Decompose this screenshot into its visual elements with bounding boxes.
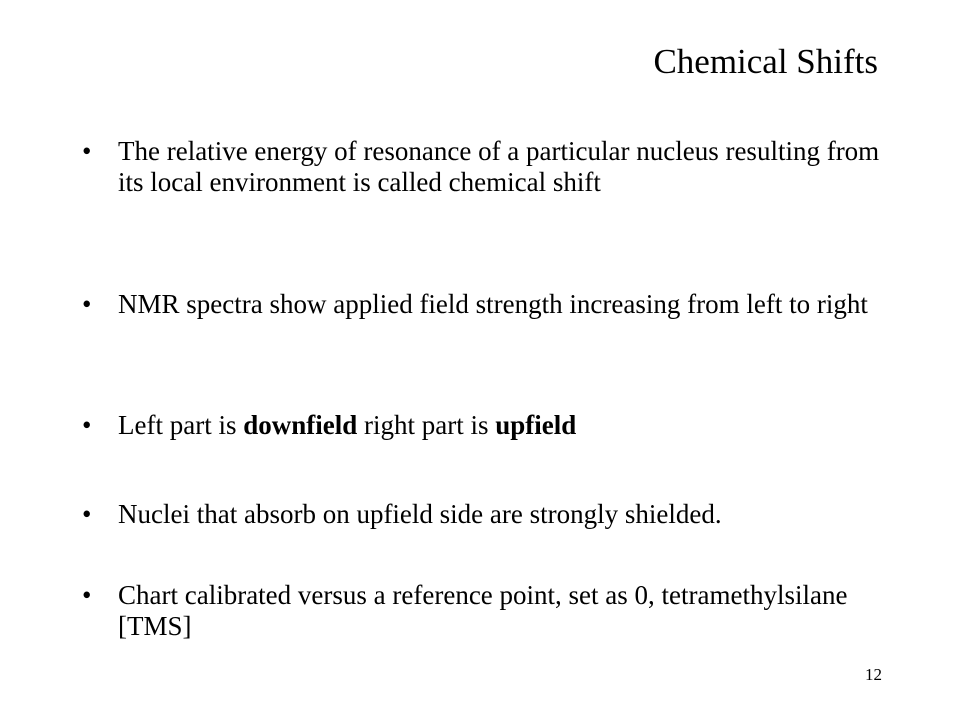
bullet-text	[118, 410, 882, 441]
bullet-text: Nuclei that absorb on upfield side are strongly shielded.	[118, 499, 722, 529]
upfield-term: upfield	[495, 410, 577, 440]
bullet-text: The relative energy of resonance of a particular nucleus resulting from its local environment is called chemical shift	[118, 136, 880, 197]
bullet-text: Chart calibrated versus a reference point, set as 0, tetramethylsilane [TMS]	[118, 580, 848, 641]
bullet-text: NMR spectra show applied field strength increasing from left to right	[118, 289, 868, 319]
bullet-icon: •	[82, 136, 92, 166]
bullet-item	[82, 499, 882, 530]
bullet-text-middle: right part is	[357, 410, 496, 440]
bullet-icon: •	[82, 499, 92, 529]
bullet-icon: •	[82, 580, 92, 610]
bullet-item	[82, 580, 882, 642]
bullet-item	[82, 410, 882, 441]
bullet-item	[82, 136, 882, 198]
bullet-item	[82, 289, 882, 320]
downfield-term: downfield	[243, 410, 358, 440]
bullet-icon: •	[82, 410, 92, 440]
bullet-icon: •	[82, 289, 92, 319]
page-number: 12	[865, 665, 882, 684]
bullet-text-prefix: Left part is	[118, 410, 244, 440]
slide-title: Chemical Shifts	[653, 42, 878, 81]
